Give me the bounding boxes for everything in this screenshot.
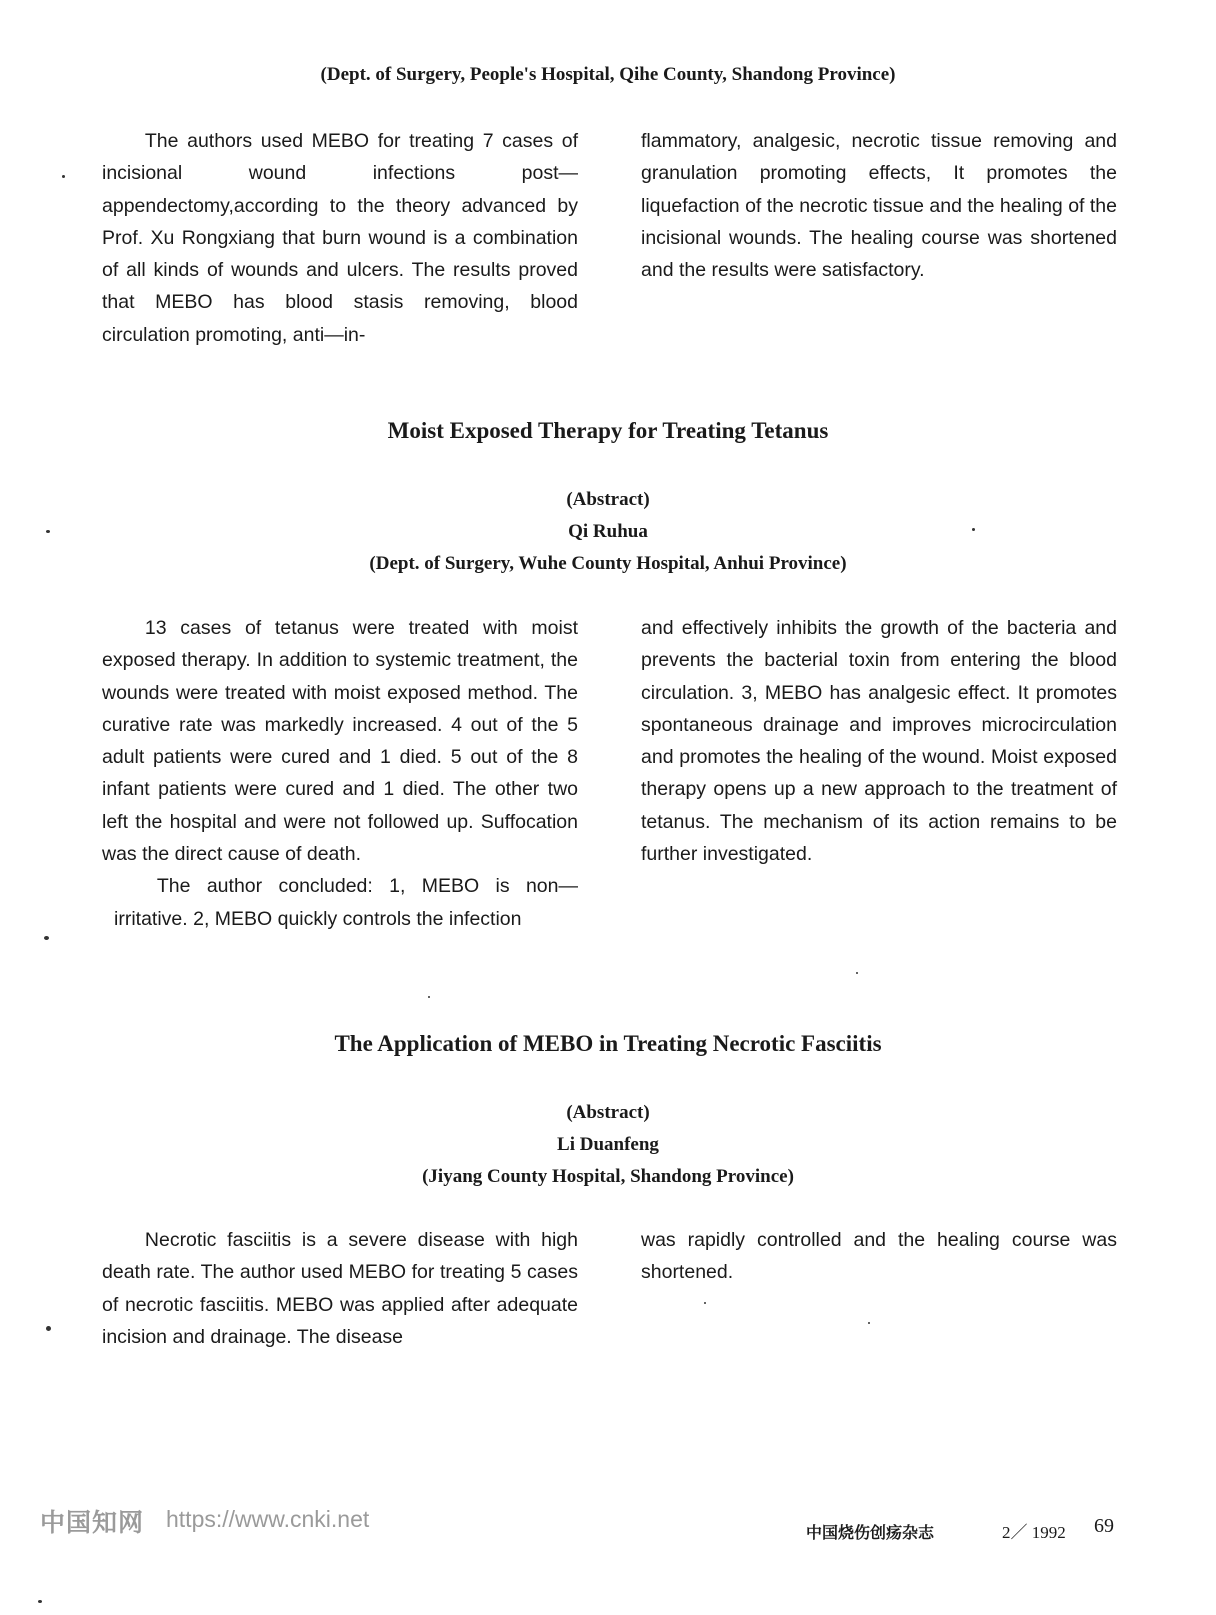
article1-body-left [102, 125, 578, 351]
article2-body-right [641, 612, 1117, 870]
article1-affiliation: (Dept. of Surgery, People's Hospital, Qihe County, Shandong Province) [320, 64, 896, 85]
scan-speck [704, 1302, 706, 1304]
issue-info: 2／ 1992 [1002, 1523, 1066, 1542]
article3-body-right [641, 1224, 1117, 1289]
article3-affiliation: (Jiyang County Hospital, Shandong Province) [422, 1166, 794, 1187]
scan-speck [972, 528, 975, 531]
scan-speck [868, 1322, 870, 1324]
article3-body-left [102, 1224, 578, 1353]
cnki-watermark-logo: 中国知网 [40, 1509, 145, 1537]
article1-body-right [641, 125, 1117, 286]
article2-author: Qi Ruhua [568, 521, 648, 542]
paragraph: and effectively inhibits the growth of the bacteria and prevents the bacterial toxin from entering the blood circulation. 3, MEBO has analgesic effect. It promotes spontaneous drainage and improves microcirculation and promotes the healing of the wound. Moist exposed therapy opens up a new approach to the treatment of tetanus. The mechanism of its action remains to be further investigated. [641, 617, 1117, 866]
article2-affiliation: (Dept. of Surgery, Wuhe County Hospital, Anhui Province) [369, 553, 847, 574]
scan-speck [62, 175, 65, 178]
paragraph: Necrotic fasciitis is a severe disease with high death rate. The author used MEBO for treating 5 cases of necrotic fasciitis. MEBO was applied after adequate incision and drainage. The disease [102, 1229, 578, 1348]
scan-speck [46, 530, 50, 533]
cnki-watermark-url[interactable]: https://www.cnki.net [166, 1506, 370, 1532]
article2-abstract-label: (Abstract) [566, 489, 650, 510]
paragraph: The authors used MEBO for treating 7 cases of incisional wound infections post—appendectomy,according to the theory advanced by Prof. Xu Rongxiang that burn wound is a combination of all kinds of wounds and ulcers. The results proved that MEBO has blood stasis removing, blood circulation promoting, anti—in- [102, 130, 578, 346]
scan-speck [46, 1326, 51, 1331]
paragraph: 13 cases of tetanus were treated with moist exposed therapy. In addition to systemic treatment, the wounds were treated with moist exposed method. The curative rate was markedly increased. 4 out of the 5 adult patients were cured and 1 died. 5 out of the 8 infant patients were cured and 1 died. The other two left the hospital and were not followed up. Suffocation was the direct cause of death. [102, 617, 578, 866]
article3-title: The Application of MEBO in Treating Necrotic Fasciitis [334, 1031, 882, 1056]
scan-speck [44, 936, 49, 940]
article3-author: Li Duanfeng [557, 1134, 659, 1155]
article2-body-left [102, 612, 578, 935]
scan-speck [38, 1600, 42, 1603]
paragraph: The author concluded: 1, MEBO is non—irritative. 2, MEBO quickly controls the infection [114, 875, 578, 930]
scan-speck [428, 996, 430, 998]
paragraph: was rapidly controlled and the healing course was shortened. [641, 1229, 1117, 1284]
article3-abstract-label: (Abstract) [566, 1102, 650, 1123]
scan-speck [856, 972, 858, 974]
page-number: 69 [1094, 1515, 1114, 1537]
paragraph: flammatory, analgesic, necrotic tissue removing and granulation promoting effects, It promotes the liquefaction of the necrotic tissue and the healing of the incisional wounds. The healing course was shortened and the results were satisfactory. [641, 130, 1117, 282]
article2-title: Moist Exposed Therapy for Treating Tetanus [387, 418, 829, 443]
journal-name: 中国烧伤创疡杂志 [806, 1525, 935, 1542]
